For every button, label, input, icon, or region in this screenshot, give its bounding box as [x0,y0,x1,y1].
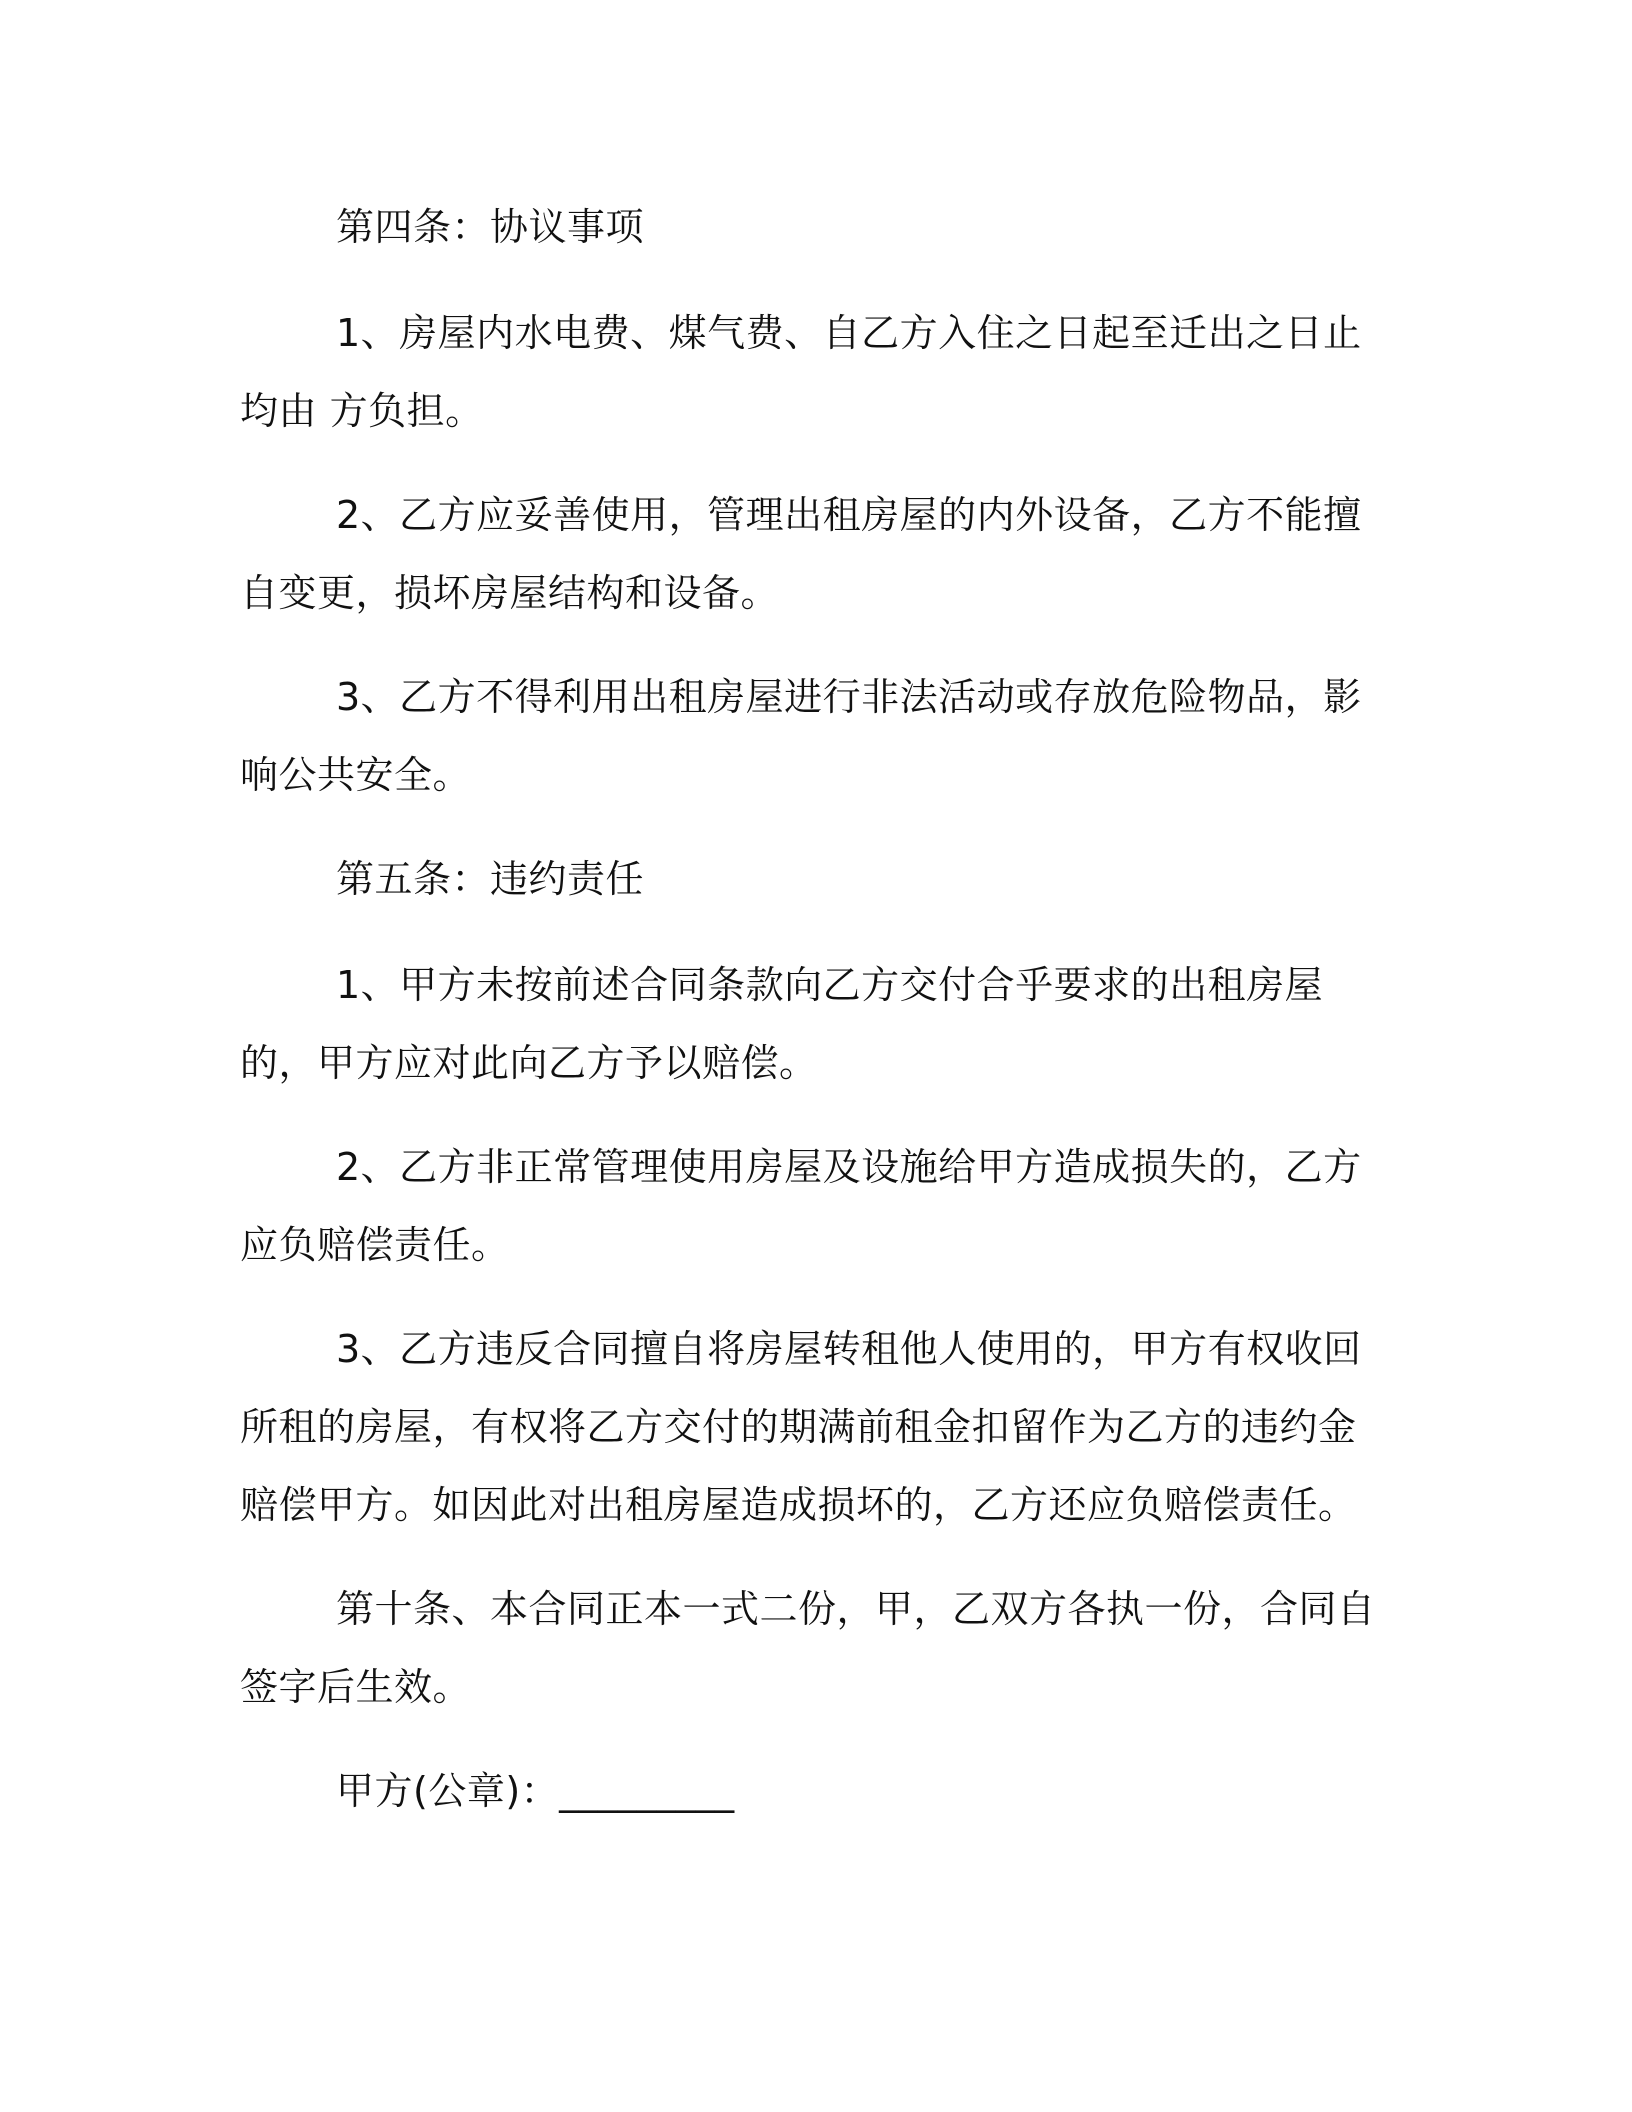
section-5-title: 第五条：违约责任 [336,857,645,901]
section-5-item-1: 1、甲方未按前述合同条款向乙方交付合乎要求的出租房屋的，甲方应对此向乙方予以赔偿。 [240,963,1324,1085]
section-4-item-2: 2、乙方应妥善使用，管理出租房屋的内外设备，乙方不能擅自变更，损坏房屋结构和设备。 [240,493,1362,615]
section-4-title: 第四条：协议事项 [336,205,645,249]
section-10-text: 第十条、本合同正本一式二份，甲，乙双方各执一份，合同自签字后生效。 [240,1587,1376,1709]
section-5-item-3: 3、乙方违反合同擅自将房屋转租他人使用的，甲方有权收回所租的房屋，有权将乙方交付的期满前租金扣留作为乙方的违约金赔偿甲方。如因此对出租房屋造成损坏的，乙方还应负赔偿责任。 [240,1327,1362,1527]
section-4-item-3: 3、乙方不得利用出租房屋进行非法活动或存放危险物品，影响公共安全。 [240,675,1362,797]
signature-line: 甲方(公章)：_________ [336,1769,735,1813]
section-4-item-1: 1、房屋内水电费、煤气费、自乙方入住之日起至迁出之日止均由 方负担。 [240,311,1362,433]
section-5-item-2: 2、乙方非正常管理使用房屋及设施给甲方造成损失的，乙方应负赔偿责任。 [240,1145,1362,1267]
document-content [240,188,1380,1830]
